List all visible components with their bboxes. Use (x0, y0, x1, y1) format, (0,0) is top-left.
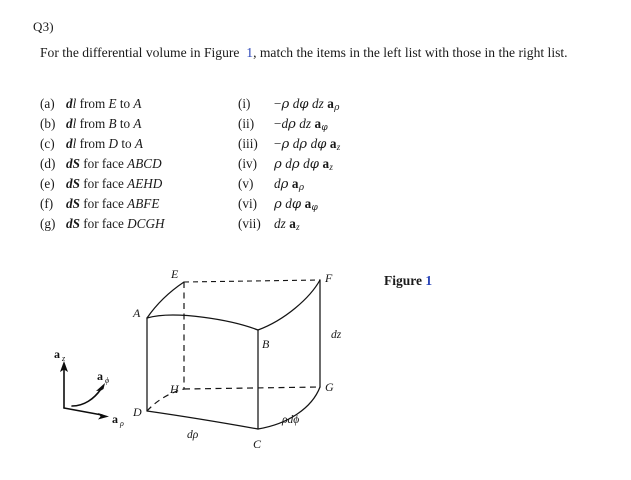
axis-label-aphi: a (97, 369, 103, 383)
axis-label-arho: a (112, 412, 118, 426)
list-item[interactable] (238, 196, 448, 216)
left-item-label: dS for face ABCD (66, 156, 162, 171)
list-item[interactable] (40, 136, 240, 156)
figure-caption (384, 273, 432, 289)
list-item[interactable] (238, 136, 448, 156)
list-item[interactable] (40, 176, 240, 196)
right-item-tag: (ii) (238, 116, 255, 131)
figure-diagram (0, 258, 631, 480)
right-item-tag: (vi) (238, 196, 258, 211)
prompt-text-after: , match the items in the left list with those in the right list. (253, 45, 568, 60)
list-item[interactable] (238, 116, 448, 136)
right-item-tag: (vii) (238, 216, 261, 231)
right-list (238, 96, 448, 236)
vertex-label-A: A (133, 306, 141, 320)
left-item-label: dl from D to A (66, 136, 143, 151)
list-item[interactable] (40, 216, 240, 236)
right-item-expression: ρ dρ dφ $a_z$ (274, 156, 333, 172)
list-item[interactable] (40, 156, 240, 176)
list-item[interactable] (40, 96, 240, 116)
dimension-label-rho-dphi: ρdϕ (282, 414, 300, 426)
question-prompt (40, 44, 585, 61)
axis-label-arho-sub: ρ (120, 419, 124, 428)
left-item-label: dl from B to A (66, 116, 142, 131)
right-item-tag: (iv) (238, 156, 258, 171)
differential-volume-svg (0, 258, 631, 480)
axis-arho-line (64, 408, 102, 415)
vertex-label-E: E (171, 267, 179, 281)
left-item-label: dS for face AEHD (66, 176, 163, 191)
list-item[interactable] (40, 196, 240, 216)
list-item[interactable] (238, 176, 448, 196)
vertex-label-F: F (325, 271, 333, 285)
edge-HG (184, 387, 320, 389)
axis-label-az: a (54, 347, 60, 361)
axis-aphi-curve (72, 389, 101, 406)
left-item-label: dl from E to A (66, 96, 142, 111)
axis-aphi-arrowhead (96, 383, 105, 391)
edge-AE (147, 282, 184, 318)
right-item-tag: (v) (238, 176, 254, 191)
edge-DC (147, 411, 258, 429)
right-item-expression: −ρ dφ dz $a_\rho$ (274, 96, 340, 113)
left-list (40, 96, 240, 236)
left-item-tag: (d) (40, 156, 56, 171)
right-item-expression: dρ $a_\rho$ (274, 176, 305, 193)
figure-caption-number: 1 (425, 273, 433, 288)
left-item-tag: (a) (40, 96, 55, 111)
edge-AB (147, 315, 258, 330)
axis-arho-arrowhead (98, 413, 109, 420)
edge-EF (184, 280, 320, 282)
left-item-tag: (b) (40, 116, 56, 131)
axis-label-az-sub: z (62, 354, 66, 363)
vertex-label-C: C (253, 437, 262, 451)
list-item[interactable] (238, 96, 448, 116)
axis-label-aphi-sub: ϕ (105, 376, 110, 385)
prompt-text-before: For the differential volume in Figure (40, 45, 240, 60)
edge-BF (258, 280, 320, 330)
right-item-expression: ρ dφ $a_\varphi$ (274, 196, 318, 213)
left-item-label: dS for face DCGH (66, 216, 165, 231)
left-item-tag: (e) (40, 176, 55, 191)
vertex-label-H: H (170, 382, 179, 396)
list-item[interactable] (238, 156, 448, 176)
vertex-label-B: B (262, 337, 270, 351)
vertex-label-D: D (133, 405, 142, 419)
left-item-tag: (g) (40, 216, 56, 231)
figure-caption-text: Figure (384, 273, 422, 288)
right-item-tag: (iii) (238, 136, 258, 151)
list-item[interactable] (40, 116, 240, 136)
right-item-tag: (i) (238, 96, 251, 111)
list-item[interactable] (238, 216, 448, 236)
dimension-label-dz: dz (331, 329, 342, 341)
left-item-tag: (f) (40, 196, 54, 211)
left-item-tag: (c) (40, 136, 55, 151)
figure-reference-link[interactable]: 1 (246, 45, 254, 60)
right-item-expression: −dρ dz $a_\varphi$ (274, 116, 328, 133)
question-label: Q3) (33, 19, 54, 34)
right-item-expression: −ρ dρ dφ $a_z$ (274, 136, 341, 152)
dimension-label-drho: dρ (187, 429, 199, 441)
vertex-label-G: G (325, 380, 334, 394)
right-item-expression: dz $a_z$ (274, 216, 300, 232)
left-item-label: dS for face ABFE (66, 196, 160, 211)
